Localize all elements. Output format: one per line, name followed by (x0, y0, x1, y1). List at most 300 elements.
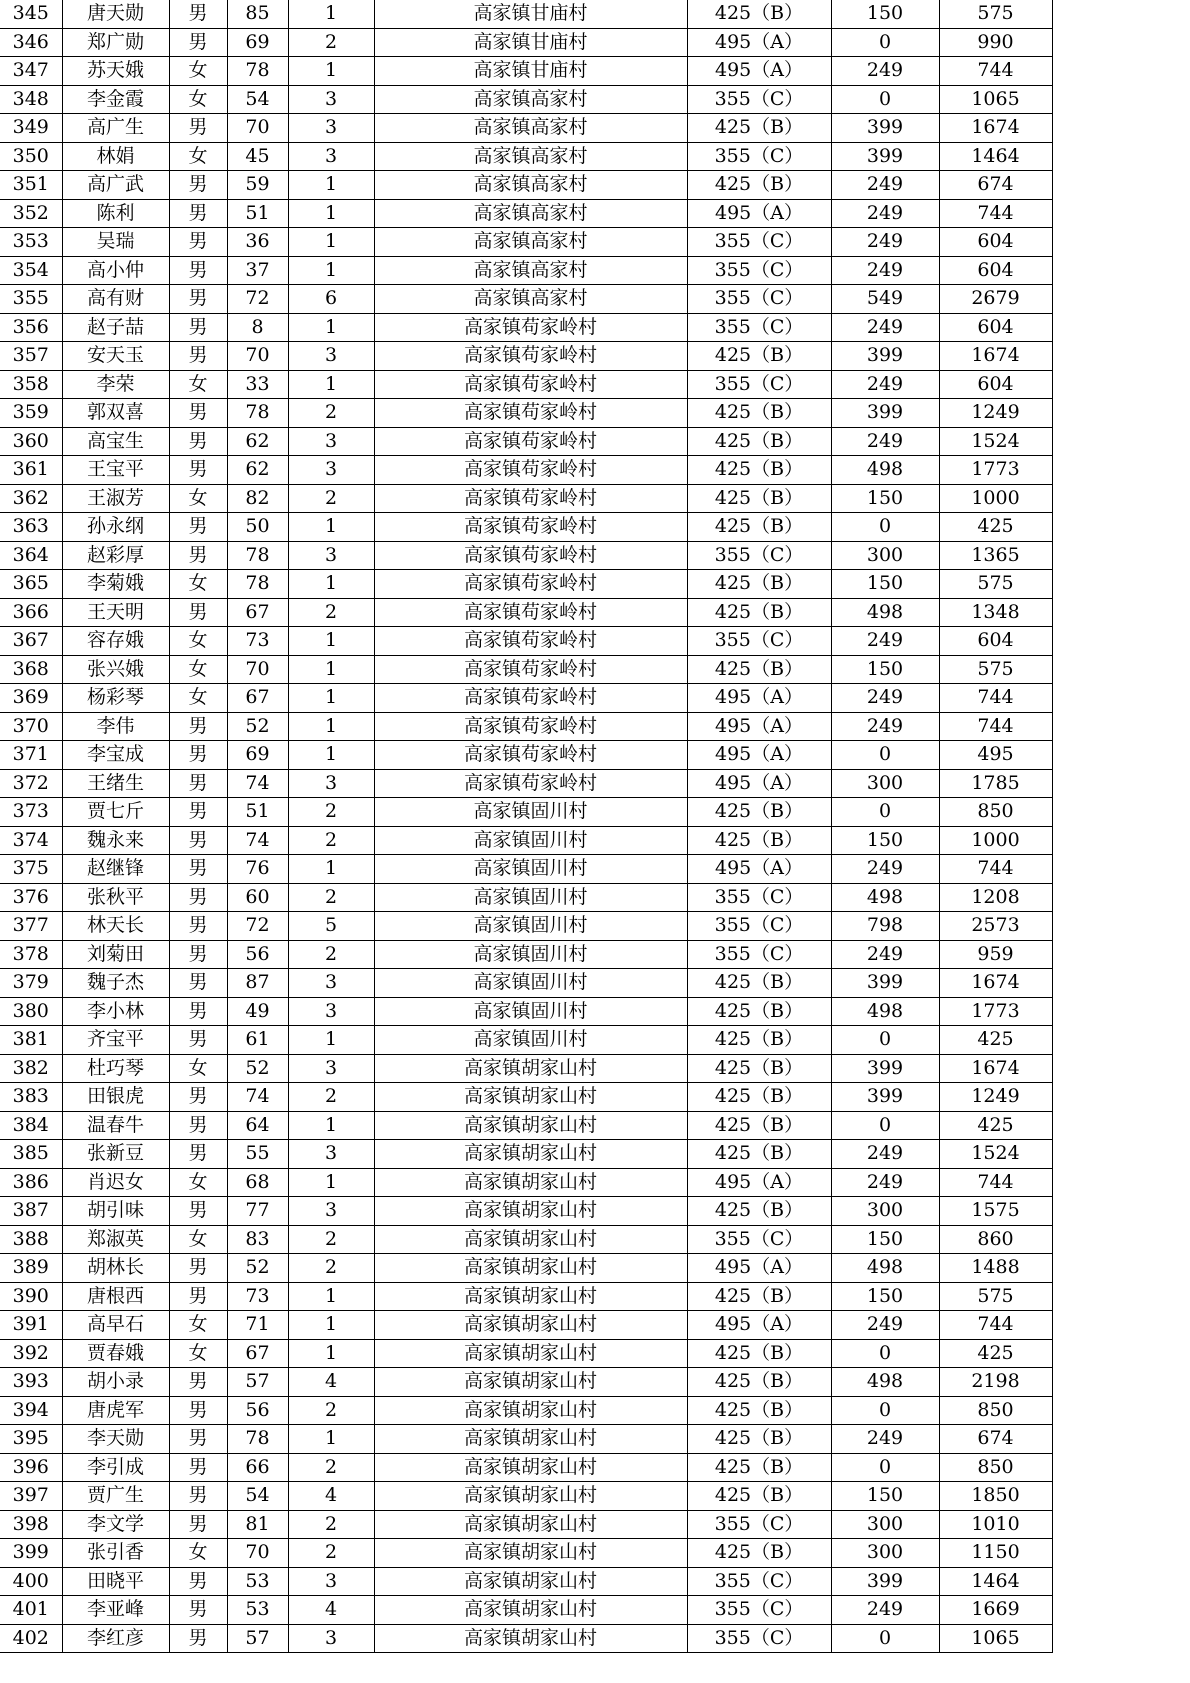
row-number-cell: 387 (0, 1197, 62, 1226)
standard-cell: 355（C） (687, 541, 831, 570)
age-cell: 67 (227, 1339, 288, 1368)
table-row (0, 883, 1052, 912)
standard-cell: 495（A） (687, 28, 831, 57)
total-cell: 2679 (939, 285, 1052, 314)
village-cell: 高家镇苟家岭村 (374, 570, 687, 599)
row-number-cell: 382 (0, 1054, 62, 1083)
table-row (0, 370, 1052, 399)
row-number-cell: 356 (0, 313, 62, 342)
total-cell: 744 (939, 1311, 1052, 1340)
gender-cell: 男 (169, 313, 227, 342)
standard-cell: 355（C） (687, 1567, 831, 1596)
count-cell: 3 (288, 114, 374, 143)
subsidy-cell: 0 (831, 1453, 939, 1482)
name-cell: 高广武 (62, 171, 169, 200)
subsidy-cell: 300 (831, 769, 939, 798)
standard-cell: 425（B） (687, 1054, 831, 1083)
standard-cell: 425（B） (687, 1026, 831, 1055)
gender-cell: 男 (169, 1396, 227, 1425)
village-cell: 高家镇胡家山村 (374, 1539, 687, 1568)
table-row (0, 1368, 1052, 1397)
gender-cell: 女 (169, 1054, 227, 1083)
standard-cell: 425（B） (687, 1396, 831, 1425)
count-cell: 3 (288, 969, 374, 998)
age-cell: 78 (227, 1425, 288, 1454)
age-cell: 52 (227, 712, 288, 741)
subsidy-cell: 300 (831, 1539, 939, 1568)
age-cell: 70 (227, 655, 288, 684)
name-cell: 李荣 (62, 370, 169, 399)
name-cell: 容存娥 (62, 627, 169, 656)
age-cell: 51 (227, 798, 288, 827)
standard-cell: 355（C） (687, 940, 831, 969)
age-cell: 78 (227, 541, 288, 570)
table-row (0, 684, 1052, 713)
table-row (0, 712, 1052, 741)
total-cell: 425 (939, 513, 1052, 542)
total-cell: 1524 (939, 1140, 1052, 1169)
count-cell: 3 (288, 85, 374, 114)
count-cell: 2 (288, 826, 374, 855)
age-cell: 72 (227, 912, 288, 941)
table-row (0, 826, 1052, 855)
table-row (0, 912, 1052, 941)
age-cell: 54 (227, 1482, 288, 1511)
gender-cell: 男 (169, 826, 227, 855)
standard-cell: 495（A） (687, 1168, 831, 1197)
total-cell: 850 (939, 798, 1052, 827)
total-cell: 575 (939, 655, 1052, 684)
name-cell: 魏永来 (62, 826, 169, 855)
village-cell: 高家镇固川村 (374, 997, 687, 1026)
age-cell: 45 (227, 142, 288, 171)
count-cell: 3 (288, 541, 374, 570)
standard-cell: 495（A） (687, 57, 831, 86)
table-row (0, 1539, 1052, 1568)
age-cell: 81 (227, 1510, 288, 1539)
total-cell: 604 (939, 256, 1052, 285)
name-cell: 郭双喜 (62, 399, 169, 428)
row-number-cell: 389 (0, 1254, 62, 1283)
subsidy-cell: 0 (831, 1396, 939, 1425)
standard-cell: 495（A） (687, 684, 831, 713)
subsidy-cell: 498 (831, 883, 939, 912)
row-number-cell: 353 (0, 228, 62, 257)
subsidy-cell: 399 (831, 342, 939, 371)
row-number-cell: 393 (0, 1368, 62, 1397)
standard-cell: 355（C） (687, 85, 831, 114)
age-cell: 82 (227, 484, 288, 513)
name-cell: 张引香 (62, 1539, 169, 1568)
row-number-cell: 402 (0, 1624, 62, 1653)
name-cell: 魏子杰 (62, 969, 169, 998)
village-cell: 高家镇胡家山村 (374, 1054, 687, 1083)
table-row (0, 1339, 1052, 1368)
gender-cell: 男 (169, 1026, 227, 1055)
table-row (0, 171, 1052, 200)
total-cell: 744 (939, 1168, 1052, 1197)
standard-cell: 425（B） (687, 1425, 831, 1454)
table-row (0, 1026, 1052, 1055)
total-cell: 1464 (939, 142, 1052, 171)
name-cell: 苏天娥 (62, 57, 169, 86)
gender-cell: 男 (169, 114, 227, 143)
subsidy-cell: 249 (831, 855, 939, 884)
name-cell: 吴瑞 (62, 228, 169, 257)
village-cell: 高家镇高家村 (374, 199, 687, 228)
standard-cell: 425（B） (687, 399, 831, 428)
table-row (0, 1425, 1052, 1454)
total-cell: 1674 (939, 342, 1052, 371)
subsidy-cell: 0 (831, 1111, 939, 1140)
village-cell: 高家镇固川村 (374, 855, 687, 884)
name-cell: 张秋平 (62, 883, 169, 912)
village-cell: 高家镇固川村 (374, 940, 687, 969)
village-cell: 高家镇胡家山村 (374, 1624, 687, 1653)
standard-cell: 425（B） (687, 1453, 831, 1482)
gender-cell: 女 (169, 57, 227, 86)
count-cell: 1 (288, 741, 374, 770)
standard-cell: 355（C） (687, 142, 831, 171)
row-number-cell: 377 (0, 912, 62, 941)
village-cell: 高家镇苟家岭村 (374, 313, 687, 342)
subsidy-cell: 399 (831, 969, 939, 998)
age-cell: 54 (227, 85, 288, 114)
gender-cell: 女 (169, 655, 227, 684)
count-cell: 1 (288, 0, 374, 28)
table-row (0, 1510, 1052, 1539)
total-cell: 575 (939, 570, 1052, 599)
village-cell: 高家镇胡家山村 (374, 1453, 687, 1482)
count-cell: 1 (288, 171, 374, 200)
total-cell: 1464 (939, 1567, 1052, 1596)
village-cell: 高家镇胡家山村 (374, 1197, 687, 1226)
total-cell: 1065 (939, 85, 1052, 114)
village-cell: 高家镇胡家山村 (374, 1225, 687, 1254)
gender-cell: 男 (169, 456, 227, 485)
village-cell: 高家镇胡家山村 (374, 1510, 687, 1539)
row-number-cell: 351 (0, 171, 62, 200)
age-cell: 53 (227, 1567, 288, 1596)
standard-cell: 495（A） (687, 1311, 831, 1340)
village-cell: 高家镇苟家岭村 (374, 484, 687, 513)
table-row (0, 855, 1052, 884)
row-number-cell: 392 (0, 1339, 62, 1368)
subsidy-cell: 0 (831, 1026, 939, 1055)
age-cell: 74 (227, 769, 288, 798)
count-cell: 1 (288, 513, 374, 542)
gender-cell: 男 (169, 1453, 227, 1482)
gender-cell: 男 (169, 285, 227, 314)
standard-cell: 425（B） (687, 1368, 831, 1397)
village-cell: 高家镇苟家岭村 (374, 627, 687, 656)
gender-cell: 男 (169, 997, 227, 1026)
table-row (0, 114, 1052, 143)
standard-cell: 495（A） (687, 855, 831, 884)
name-cell: 田晓平 (62, 1567, 169, 1596)
table-row (0, 769, 1052, 798)
name-cell: 李伟 (62, 712, 169, 741)
total-cell: 860 (939, 1225, 1052, 1254)
gender-cell: 女 (169, 1339, 227, 1368)
age-cell: 74 (227, 826, 288, 855)
total-cell: 1785 (939, 769, 1052, 798)
name-cell: 李文学 (62, 1510, 169, 1539)
village-cell: 高家镇高家村 (374, 256, 687, 285)
name-cell: 李红彦 (62, 1624, 169, 1653)
row-number-cell: 384 (0, 1111, 62, 1140)
total-cell: 575 (939, 1282, 1052, 1311)
name-cell: 齐宝平 (62, 1026, 169, 1055)
name-cell: 林天长 (62, 912, 169, 941)
gender-cell: 男 (169, 598, 227, 627)
age-cell: 64 (227, 1111, 288, 1140)
standard-cell: 425（B） (687, 427, 831, 456)
village-cell: 高家镇固川村 (374, 883, 687, 912)
total-cell: 1249 (939, 1083, 1052, 1112)
table-row (0, 427, 1052, 456)
village-cell: 高家镇甘庙村 (374, 28, 687, 57)
age-cell: 53 (227, 1596, 288, 1625)
subsidy-cell: 249 (831, 627, 939, 656)
table-row (0, 1168, 1052, 1197)
count-cell: 3 (288, 342, 374, 371)
count-cell: 1 (288, 1339, 374, 1368)
village-cell: 高家镇胡家山村 (374, 1339, 687, 1368)
age-cell: 56 (227, 940, 288, 969)
count-cell: 4 (288, 1368, 374, 1397)
subsidy-cell: 249 (831, 57, 939, 86)
standard-cell: 355（C） (687, 627, 831, 656)
row-number-cell: 400 (0, 1567, 62, 1596)
standard-cell: 495（A） (687, 199, 831, 228)
age-cell: 62 (227, 456, 288, 485)
subsidy-cell: 498 (831, 456, 939, 485)
total-cell: 850 (939, 1396, 1052, 1425)
count-cell: 1 (288, 855, 374, 884)
standard-cell: 425（B） (687, 0, 831, 28)
row-number-cell: 348 (0, 85, 62, 114)
table-row (0, 228, 1052, 257)
gender-cell: 男 (169, 1368, 227, 1397)
gender-cell: 男 (169, 912, 227, 941)
table-row (0, 1282, 1052, 1311)
row-number-cell: 346 (0, 28, 62, 57)
subsidy-cell: 549 (831, 285, 939, 314)
age-cell: 33 (227, 370, 288, 399)
count-cell: 3 (288, 1567, 374, 1596)
row-number-cell: 365 (0, 570, 62, 599)
total-cell: 575 (939, 0, 1052, 28)
count-cell: 1 (288, 1026, 374, 1055)
village-cell: 高家镇胡家山村 (374, 1083, 687, 1112)
standard-cell: 355（C） (687, 370, 831, 399)
table-row (0, 0, 1052, 28)
age-cell: 55 (227, 1140, 288, 1169)
row-number-cell: 350 (0, 142, 62, 171)
total-cell: 1000 (939, 826, 1052, 855)
count-cell: 2 (288, 1453, 374, 1482)
row-number-cell: 381 (0, 1026, 62, 1055)
table-row (0, 456, 1052, 485)
name-cell: 杜巧琴 (62, 1054, 169, 1083)
total-cell: 604 (939, 313, 1052, 342)
standard-cell: 355（C） (687, 313, 831, 342)
name-cell: 胡引味 (62, 1197, 169, 1226)
village-cell: 高家镇胡家山村 (374, 1168, 687, 1197)
count-cell: 2 (288, 1539, 374, 1568)
name-cell: 孙永纲 (62, 513, 169, 542)
count-cell: 1 (288, 1111, 374, 1140)
count-cell: 1 (288, 1311, 374, 1340)
table-row (0, 1225, 1052, 1254)
gender-cell: 男 (169, 798, 227, 827)
age-cell: 66 (227, 1453, 288, 1482)
total-cell: 495 (939, 741, 1052, 770)
table-row (0, 513, 1052, 542)
row-number-cell: 376 (0, 883, 62, 912)
standard-cell: 425（B） (687, 969, 831, 998)
row-number-cell: 360 (0, 427, 62, 456)
count-cell: 1 (288, 1168, 374, 1197)
village-cell: 高家镇固川村 (374, 798, 687, 827)
village-cell: 高家镇胡家山村 (374, 1482, 687, 1511)
subsidy-cell: 249 (831, 712, 939, 741)
table-row (0, 256, 1052, 285)
name-cell: 胡林长 (62, 1254, 169, 1283)
age-cell: 62 (227, 427, 288, 456)
total-cell: 1010 (939, 1510, 1052, 1539)
table-row (0, 399, 1052, 428)
village-cell: 高家镇苟家岭村 (374, 342, 687, 371)
standard-cell: 355（C） (687, 228, 831, 257)
count-cell: 3 (288, 427, 374, 456)
subsidy-cell: 249 (831, 256, 939, 285)
total-cell: 425 (939, 1026, 1052, 1055)
standard-cell: 425（B） (687, 456, 831, 485)
standard-cell: 425（B） (687, 1197, 831, 1226)
gender-cell: 女 (169, 570, 227, 599)
row-number-cell: 349 (0, 114, 62, 143)
subsidy-cell: 249 (831, 370, 939, 399)
village-cell: 高家镇胡家山村 (374, 1111, 687, 1140)
gender-cell: 女 (169, 370, 227, 399)
gender-cell: 男 (169, 1083, 227, 1112)
gender-cell: 男 (169, 513, 227, 542)
age-cell: 57 (227, 1624, 288, 1653)
name-cell: 李宝成 (62, 741, 169, 770)
subsidy-cell: 249 (831, 313, 939, 342)
count-cell: 2 (288, 883, 374, 912)
row-number-cell: 347 (0, 57, 62, 86)
age-cell: 74 (227, 1083, 288, 1112)
gender-cell: 女 (169, 627, 227, 656)
subsidy-cell: 150 (831, 1225, 939, 1254)
age-cell: 51 (227, 199, 288, 228)
standard-cell: 425（B） (687, 342, 831, 371)
standard-cell: 425（B） (687, 1111, 831, 1140)
name-cell: 胡小录 (62, 1368, 169, 1397)
subsidy-cell: 300 (831, 541, 939, 570)
age-cell: 67 (227, 684, 288, 713)
name-cell: 王宝平 (62, 456, 169, 485)
subsidy-cell: 0 (831, 28, 939, 57)
name-cell: 杨彩琴 (62, 684, 169, 713)
count-cell: 3 (288, 1197, 374, 1226)
age-cell: 73 (227, 1282, 288, 1311)
name-cell: 王天明 (62, 598, 169, 627)
standard-cell: 495（A） (687, 1254, 831, 1283)
age-cell: 70 (227, 342, 288, 371)
row-number-cell: 397 (0, 1482, 62, 1511)
count-cell: 3 (288, 769, 374, 798)
subsidy-cell: 798 (831, 912, 939, 941)
subsidy-cell: 0 (831, 798, 939, 827)
gender-cell: 男 (169, 969, 227, 998)
table-row (0, 1197, 1052, 1226)
gender-cell: 男 (169, 940, 227, 969)
total-cell: 604 (939, 627, 1052, 656)
name-cell: 贾广生 (62, 1482, 169, 1511)
total-cell: 1208 (939, 883, 1052, 912)
row-number-cell: 394 (0, 1396, 62, 1425)
row-number-cell: 368 (0, 655, 62, 684)
name-cell: 唐天勋 (62, 0, 169, 28)
subsidy-cell: 498 (831, 1368, 939, 1397)
standard-cell: 425（B） (687, 826, 831, 855)
subsidy-cell: 498 (831, 1254, 939, 1283)
table-row (0, 997, 1052, 1026)
count-cell: 1 (288, 228, 374, 257)
row-number-cell: 367 (0, 627, 62, 656)
gender-cell: 男 (169, 1197, 227, 1226)
age-cell: 36 (227, 228, 288, 257)
name-cell: 李引成 (62, 1453, 169, 1482)
age-cell: 87 (227, 969, 288, 998)
gender-cell: 男 (169, 199, 227, 228)
standard-cell: 425（B） (687, 1140, 831, 1169)
gender-cell: 女 (169, 1539, 227, 1568)
village-cell: 高家镇高家村 (374, 142, 687, 171)
count-cell: 3 (288, 1624, 374, 1653)
village-cell: 高家镇固川村 (374, 826, 687, 855)
table-row (0, 1140, 1052, 1169)
total-cell: 1150 (939, 1539, 1052, 1568)
table-row (0, 1254, 1052, 1283)
row-number-cell: 386 (0, 1168, 62, 1197)
row-number-cell: 370 (0, 712, 62, 741)
subsidy-cell: 249 (831, 1311, 939, 1340)
table-row (0, 313, 1052, 342)
row-number-cell: 401 (0, 1596, 62, 1625)
row-number-cell: 396 (0, 1453, 62, 1482)
total-cell: 2198 (939, 1368, 1052, 1397)
count-cell: 1 (288, 199, 374, 228)
name-cell: 李金霞 (62, 85, 169, 114)
gender-cell: 女 (169, 1225, 227, 1254)
row-number-cell: 352 (0, 199, 62, 228)
total-cell: 744 (939, 199, 1052, 228)
count-cell: 3 (288, 142, 374, 171)
village-cell: 高家镇胡家山村 (374, 1596, 687, 1625)
row-number-cell: 355 (0, 285, 62, 314)
total-cell: 1674 (939, 1054, 1052, 1083)
standard-cell: 355（C） (687, 285, 831, 314)
count-cell: 3 (288, 1054, 374, 1083)
age-cell: 71 (227, 1311, 288, 1340)
name-cell: 张兴娥 (62, 655, 169, 684)
count-cell: 2 (288, 598, 374, 627)
